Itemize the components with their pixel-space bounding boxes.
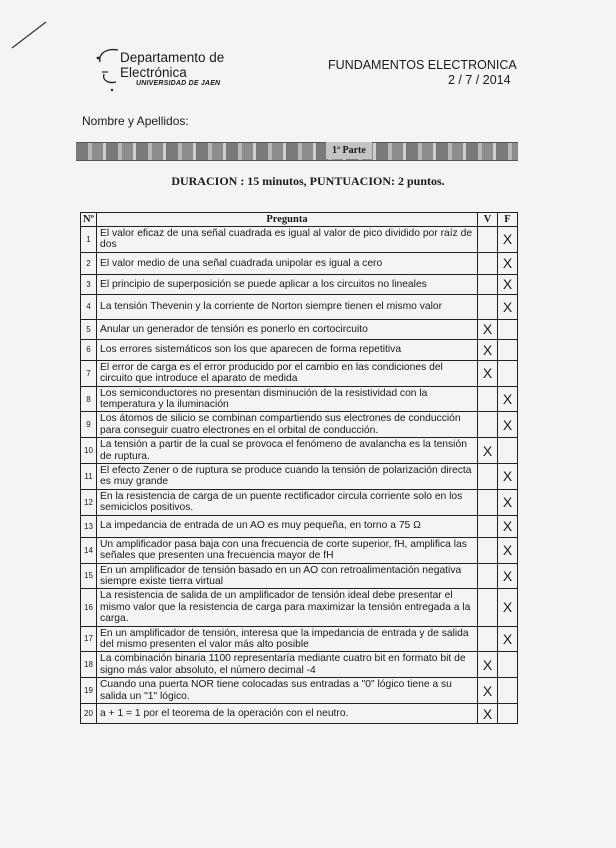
question-text: Los átomos de silicio se combinan compartiendo sus electrones de conducción para conseguir cuatro electrones en el orbital de conducción. [97,412,478,438]
department-subname: Electrónica [120,65,187,80]
table-row [81,464,518,490]
question-number: 6 [81,339,97,360]
table-row [81,589,518,626]
true-mark[interactable] [478,227,498,253]
table-row [81,227,518,253]
false-mark[interactable]: X [498,464,518,490]
exam-date: 2 / 7 / 2014 [448,73,511,87]
false-mark[interactable]: X [498,489,518,515]
question-number: 7 [81,360,97,386]
true-false-table [80,212,518,724]
table-row [81,489,518,515]
false-mark[interactable] [498,678,518,704]
true-mark[interactable]: X [478,678,498,704]
table-row [81,704,518,724]
false-mark[interactable]: X [498,227,518,253]
question-number: 13 [81,515,97,537]
true-mark[interactable] [478,589,498,626]
question-text: La impedancia de entrada de un AO es muy pequeña, en torno a 75 Ω [97,515,478,537]
true-mark[interactable] [478,464,498,490]
question-number: 17 [81,626,97,652]
table-row [81,412,518,438]
table-row [81,274,518,294]
university-logo-icon [92,44,120,96]
question-text: En un amplificador de tensión, interesa que la impedancia de entrada y de salida del mismo presenten el valor más alto posible [97,626,478,652]
question-text: La tensión a partir de la cual se provoca el fenómeno de avalancha es la tensión de ruptura. [97,438,478,464]
true-mark[interactable]: X [478,704,498,724]
question-text: Cuando una puerta NOR tiene colocadas sus entradas a "0" lógico tiene a su salida un "1" lógico. [97,678,478,704]
table-row [81,339,518,360]
false-mark[interactable]: X [498,294,518,319]
false-mark[interactable] [498,438,518,464]
false-mark[interactable]: X [498,515,518,537]
question-text: Los semiconductores no presentan disminución de la resistividad con la temperatura y la iluminación [97,386,478,412]
table-row [81,360,518,386]
question-text: Los errores sistemáticos son los que aparecen de forma repetitiva [97,339,478,360]
question-text: El efecto Zener o de ruptura se produce cuando la tensión de polarización directa es muy grande [97,464,478,490]
question-text: El principio de superposición se puede aplicar a los circuitos no lineales [97,274,478,294]
question-number: 4 [81,294,97,319]
table-row [81,563,518,589]
question-number: 8 [81,386,97,412]
question-text: La tensión Thevenin y la corriente de Norton siempre tienen el mismo valor [97,294,478,319]
question-number: 3 [81,274,97,294]
question-text: El error de carga es el error producido por el cambio en las condiciones del circuito que introduce el aparato de medida [97,360,478,386]
question-text: Un amplificador pasa baja con una frecuencia de corte superior, fH, amplifica las señales que presenten una frecuencia mayor de fH [97,537,478,563]
false-mark[interactable]: X [498,252,518,274]
pen-mark [10,18,50,50]
question-number: 5 [81,319,97,339]
true-mark[interactable] [478,412,498,438]
question-number: 12 [81,489,97,515]
true-mark[interactable]: X [478,360,498,386]
question-text: En un amplificador de tensión basado en un AO con retroalimentación negativa siempre existe tierra virtual [97,563,478,589]
header-true: V [478,213,498,227]
question-text: La combinación binaria 1100 representaría mediante cuatro bit en formato bit de signo más valor absoluto, el número decimal -4 [97,652,478,678]
false-mark[interactable] [498,319,518,339]
question-text: Anular un generador de tensión es ponerlo en cortocircuito [97,319,478,339]
true-mark[interactable] [478,515,498,537]
question-number: 16 [81,589,97,626]
table-row [81,537,518,563]
university-name: UNIVERSIDAD DE JAEN [136,80,221,87]
part-label: 1ª Parte [326,142,372,159]
false-mark[interactable]: X [498,274,518,294]
question-text: La resistencia de salida de un amplificador de tensión ideal debe presentar el mismo valor que la resistencia de carga para maximizar la tensión entregada a la carga. [97,589,478,626]
question-text: a + 1 = 1 por el teorema de la operación con el neutro. [97,704,478,724]
question-number: 9 [81,412,97,438]
question-number: 2 [81,252,97,274]
true-mark[interactable]: X [478,438,498,464]
course-title: FUNDAMENTOS ELECTRONICA [328,58,517,72]
false-mark[interactable]: X [498,537,518,563]
true-mark[interactable] [478,563,498,589]
false-mark[interactable] [498,339,518,360]
true-mark[interactable] [478,537,498,563]
header-question: Pregunta [97,213,478,227]
header-false: F [498,213,518,227]
header-number: Nº [81,213,97,227]
table-row [81,319,518,339]
false-mark[interactable] [498,360,518,386]
question-number: 15 [81,563,97,589]
true-mark[interactable] [478,274,498,294]
table-row [81,438,518,464]
true-mark[interactable] [478,252,498,274]
question-number: 18 [81,652,97,678]
question-number: 19 [81,678,97,704]
table-row [81,678,518,704]
false-mark[interactable] [498,652,518,678]
true-mark[interactable]: X [478,319,498,339]
question-number: 20 [81,704,97,724]
student-name-label: Nombre y Apellidos: [82,114,189,128]
false-mark[interactable]: X [498,626,518,652]
question-text: El valor eficaz de una señal cuadrada es igual al valor de pico dividido por raíz de dos [97,227,478,253]
table-row [81,386,518,412]
true-mark[interactable] [478,626,498,652]
true-mark[interactable] [478,386,498,412]
table-row [81,626,518,652]
table-row [81,294,518,319]
false-mark[interactable]: X [498,589,518,626]
true-mark[interactable]: X [478,339,498,360]
table-header-row [81,213,518,227]
question-number: 1 [81,227,97,253]
question-text: El valor medio de una señal cuadrada unipolar es igual a cero [97,252,478,274]
question-number: 11 [81,464,97,490]
true-mark[interactable] [478,489,498,515]
false-mark[interactable]: X [498,412,518,438]
question-number: 10 [81,438,97,464]
false-mark[interactable] [498,704,518,724]
table-row [81,652,518,678]
duration-score-line: DURACION : 15 minutos, PUNTUACION: 2 puntos. [171,174,445,188]
false-mark[interactable]: X [498,386,518,412]
table-row [81,252,518,274]
question-number: 14 [81,537,97,563]
true-mark[interactable] [478,294,498,319]
true-mark[interactable]: X [478,652,498,678]
part-banner [76,142,518,161]
table-row [81,515,518,537]
false-mark[interactable]: X [498,563,518,589]
department-name: Departamento de [120,50,225,65]
question-text: En la resistencia de carga de un puente rectificador circula corriente solo en los semiciclos positivos. [97,489,478,515]
